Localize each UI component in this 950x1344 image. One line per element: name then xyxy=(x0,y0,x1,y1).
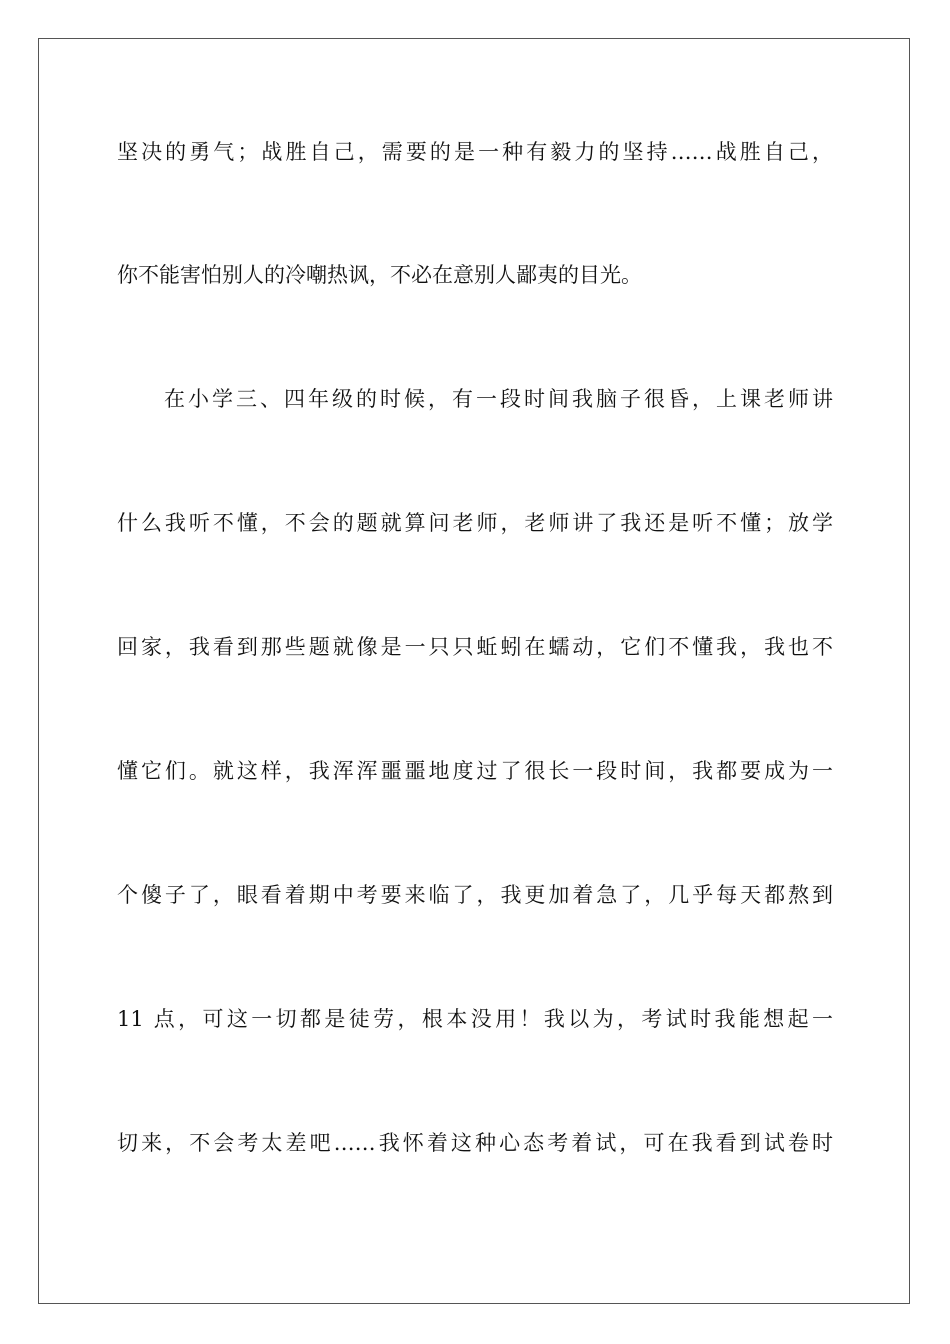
text-line-1: 坚决的勇气；战胜自己，需要的是一种有毅力的坚持……战胜自己， xyxy=(117,140,833,164)
text-line-3: 在小学三、四年级的时候，有一段时间我脑子很昏，上课老师讲 xyxy=(164,387,833,411)
text-line-8: 11 点，可这一切都是徒劳，根本没用！我以为，考试时我能想起一 xyxy=(117,1007,833,1031)
text-line-4: 什么我听不懂，不会的题就算问老师，老师讲了我还是听不懂；放学 xyxy=(117,511,833,535)
text-line-7: 个傻子了，眼看着期中考要来临了，我更加着急了，几乎每天都熬到 xyxy=(117,883,833,907)
text-line-2: 你不能害怕别人的冷嘲热讽，不必在意别人鄙夷的目光。 xyxy=(117,263,642,287)
text-line-9: 切来，不会考太差吧……我怀着这种心态考着试，可在我看到试卷时 xyxy=(117,1131,833,1155)
text-line-6: 懂它们。就这样，我浑浑噩噩地度过了很长一段时间，我都要成为一 xyxy=(117,759,833,783)
text-line-5: 回家，我看到那些题就像是一只只蚯蚓在蠕动，它们不懂我，我也不 xyxy=(117,635,833,659)
page-frame xyxy=(38,38,910,1304)
